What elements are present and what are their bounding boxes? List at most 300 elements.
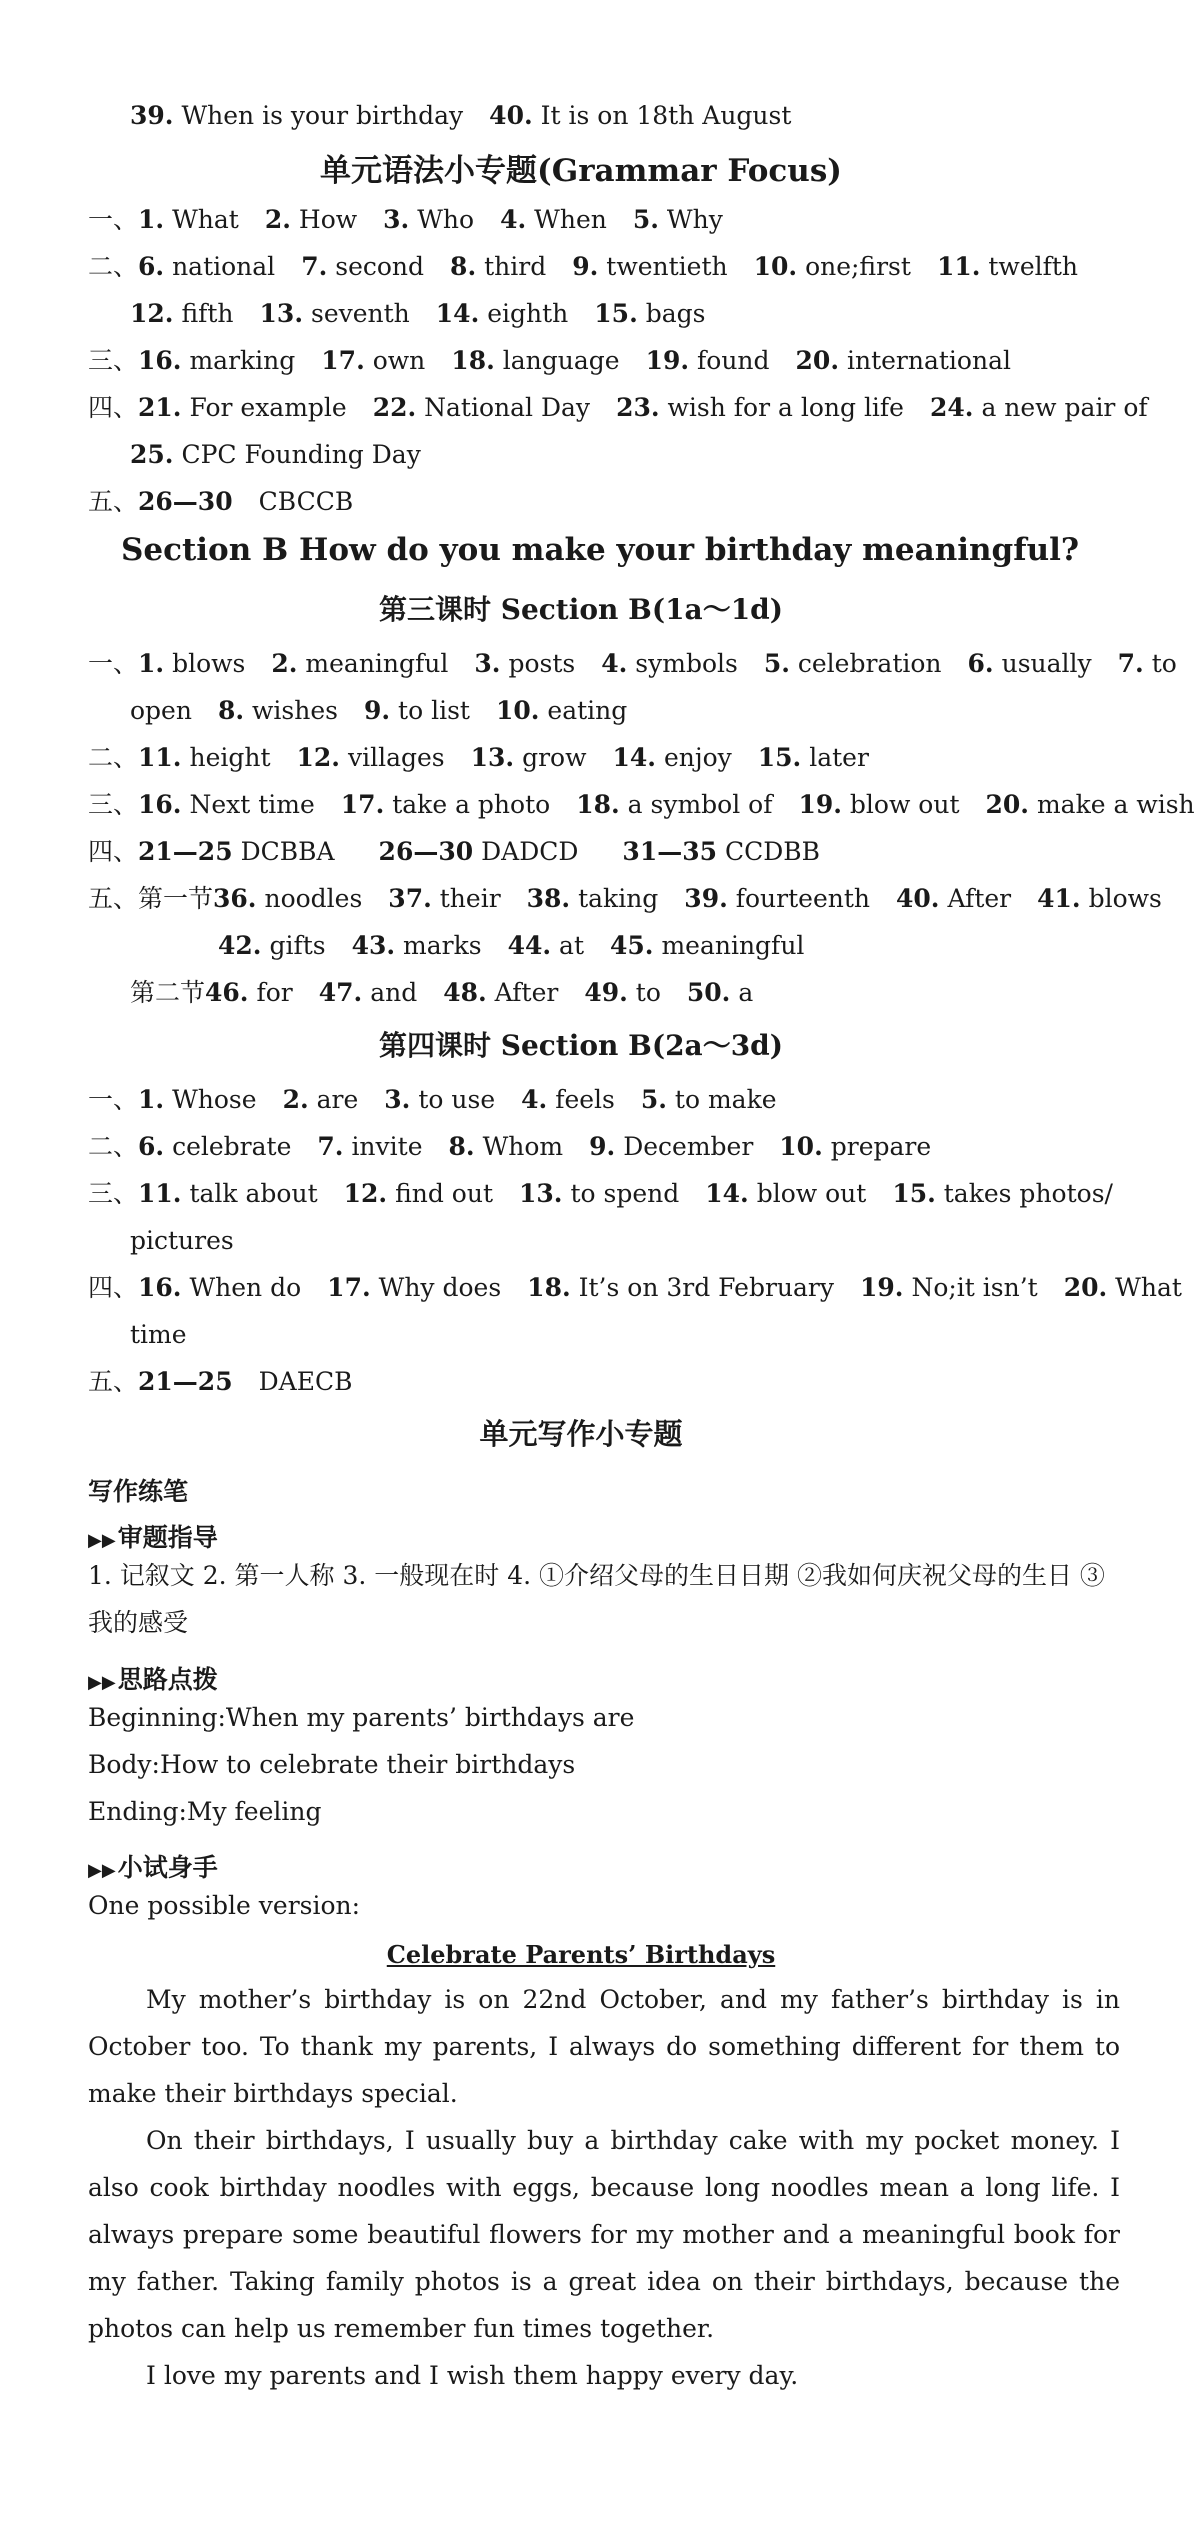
- item-answer: symbols: [635, 649, 738, 678]
- answer-item: [138, 1273, 301, 1302]
- item-number: 10.: [495, 696, 540, 725]
- item-number: 18.: [527, 1273, 571, 1302]
- answer-line: [88, 1076, 1122, 1123]
- item-answer: talk about: [189, 1179, 318, 1208]
- answer-item: [758, 743, 869, 772]
- answer-item: [1118, 649, 1177, 678]
- item-number: 40.: [896, 884, 940, 913]
- item-number: 4.: [601, 649, 628, 678]
- item-answer: twelfth: [988, 252, 1079, 281]
- item-number: 37.: [388, 884, 432, 913]
- item-number: 2.: [271, 649, 298, 678]
- item-answer: eating: [547, 696, 628, 725]
- answer-item: [265, 205, 357, 234]
- item-answer: National Day: [424, 393, 591, 422]
- answer-item: [283, 1085, 359, 1114]
- item-number: 25.: [130, 440, 174, 469]
- item-answer: to: [1151, 649, 1177, 678]
- item-number: 48.: [443, 978, 487, 1007]
- answer-item: [388, 884, 500, 913]
- item-number: 9.: [572, 252, 599, 281]
- item-answer: seventh: [310, 299, 410, 328]
- answer-line: [88, 875, 1162, 922]
- item-number: 23.: [616, 393, 660, 422]
- group-label: 五、第一节: [88, 884, 214, 913]
- item-answer: for: [256, 978, 293, 1007]
- answer-item: [130, 696, 192, 725]
- essay-paragraph-3: I love my parents and I wish them happy every day.: [146, 2361, 799, 2390]
- item-answer: After: [494, 978, 559, 1007]
- item-number: 8.: [217, 696, 245, 725]
- answer-item: [218, 931, 326, 960]
- group-label: 三、: [88, 790, 139, 819]
- answer-item: [779, 1132, 931, 1161]
- item-answer: blows: [172, 649, 246, 678]
- item-number: 11.: [138, 743, 182, 772]
- item-answer: to use: [418, 1085, 496, 1114]
- answer-item: [521, 1085, 615, 1114]
- answer-item: [622, 837, 820, 866]
- writing-practice-heading: 写作练笔: [88, 1477, 189, 1506]
- guide-text: 1. 记叙文 2. 第一人称 3. 一般现在时 4. ①介绍父母的生日日期 ②我如何庆祝父母的生日 ③我的感受: [88, 1561, 1105, 1637]
- item-number: 19.: [645, 346, 690, 375]
- answer-item: [896, 884, 1011, 913]
- item-number: 8.: [450, 252, 477, 281]
- item-number: 24.: [929, 393, 974, 422]
- item-answer: take a photo: [392, 790, 551, 819]
- item-number: 49.: [584, 978, 628, 1007]
- item-answer: Why does: [378, 1273, 502, 1302]
- essay-paragraph-1: My mother’s birthday is on 22nd October, and my father’s birthday is in October too. To thank my parents, I always do something different for them to make their birthdays special.: [88, 1985, 1120, 2108]
- item-answer: twentieth: [606, 252, 728, 281]
- heading-text: 小试身手: [117, 1853, 218, 1882]
- answer-item: [373, 393, 590, 422]
- item-answer: usually: [1001, 649, 1092, 678]
- answer-item: [489, 101, 791, 130]
- item-number: 20.: [1063, 1273, 1108, 1302]
- answer-item: [379, 837, 579, 866]
- answer-line: [88, 1264, 1182, 1311]
- item-number: 7.: [317, 1132, 344, 1161]
- answer-item: [443, 978, 558, 1007]
- item-answer: Why: [666, 205, 723, 234]
- answer-text: DAECB: [258, 1367, 353, 1396]
- lesson3-title: 第三课时 Section B(1a～1d): [378, 593, 784, 626]
- item-number: 8.: [448, 1132, 475, 1161]
- outline-body: Body:How to celebrate their birthdays: [88, 1750, 576, 1779]
- item-answer: DCBBA: [240, 837, 335, 866]
- answer-line: [88, 1170, 1122, 1217]
- item-answer: pictures: [130, 1226, 234, 1255]
- answer-item: [641, 1085, 777, 1114]
- item-number: 6.: [138, 252, 165, 281]
- item-number: 10.: [753, 252, 798, 281]
- item-number: 1.: [138, 1085, 165, 1114]
- item-answer: open: [130, 696, 192, 725]
- answer-item: [138, 743, 271, 772]
- essay-paragraph-2: On their birthdays, I usually buy a birthday cake with my pocket money. I also cook birthday noodles with eggs, because long noodles mean a long life. I always prepare some beautiful flowers for my mother and a meaningful book for my father. Taking family photos is a great idea on their birthdays, because the photos can help us remember fun times together.: [88, 2126, 1120, 2343]
- answer-item: [860, 1273, 1038, 1302]
- answer-item: [1037, 884, 1162, 913]
- outline-ending: Ending:My feeling: [88, 1797, 322, 1826]
- answer-item: [1064, 1273, 1182, 1302]
- item-number: 46.: [205, 978, 249, 1007]
- item-answer: found: [697, 346, 770, 375]
- item-number: 50.: [686, 978, 731, 1007]
- item-answer: fourteenth: [735, 884, 870, 913]
- answer-line: [130, 969, 1122, 1016]
- answer-item: [937, 252, 1078, 281]
- item-answer: at: [559, 931, 584, 960]
- triangle-icon: ▶▶: [88, 1530, 116, 1551]
- item-number: 38.: [526, 884, 571, 913]
- group-label: 四、: [88, 393, 139, 422]
- answer-item: [138, 346, 295, 375]
- item-answer: bags: [645, 299, 706, 328]
- item-number: 6.: [967, 649, 994, 678]
- item-answer: When: [534, 205, 607, 234]
- answer-item: [451, 346, 619, 375]
- item-answer: international: [846, 346, 1011, 375]
- essay-title: Celebrate Parents’ Birthdays: [386, 1940, 776, 1969]
- item-number: 4.: [521, 1085, 548, 1114]
- item-number: 14.: [612, 743, 656, 772]
- item-answer: gifts: [269, 931, 326, 960]
- item-number: 7.: [1117, 649, 1144, 678]
- answer-text: CBCCB: [258, 487, 354, 516]
- answer-line: [130, 290, 1122, 337]
- answer-item: [589, 1132, 753, 1161]
- answer-item: [474, 649, 575, 678]
- answer-item: [764, 649, 942, 678]
- answer-line: [218, 922, 1122, 969]
- item-answer: their: [439, 884, 501, 913]
- answer-item: [527, 884, 659, 913]
- answer-item: [130, 101, 463, 130]
- answer-line: [88, 337, 1122, 384]
- answer-item: [646, 346, 770, 375]
- group-label: 四、: [88, 1273, 139, 1302]
- item-answer: For example: [189, 393, 347, 422]
- answer-item: [508, 931, 584, 960]
- answer-item: [383, 205, 474, 234]
- item-answer: to spend: [570, 1179, 680, 1208]
- answer-item: [986, 790, 1195, 819]
- item-answer: How: [298, 205, 358, 234]
- item-number: 14.: [435, 299, 480, 328]
- item-number: 4.: [500, 205, 527, 234]
- triangle-icon: ▶▶: [88, 1672, 116, 1693]
- item-number: 2.: [282, 1085, 309, 1114]
- answer-item: [384, 1085, 495, 1114]
- item-number: 3.: [474, 649, 501, 678]
- item-answer: Who: [417, 205, 475, 234]
- answer-item: [218, 696, 338, 725]
- item-number: 13.: [259, 299, 304, 328]
- answer-item: [798, 790, 959, 819]
- heading-text: 审题指导: [117, 1523, 218, 1552]
- item-number: 42.: [218, 931, 262, 960]
- group-label: 五、: [88, 487, 139, 516]
- item-number: 17.: [327, 1273, 371, 1302]
- item-number: 18.: [576, 790, 620, 819]
- item-number: 15.: [594, 299, 638, 328]
- answer-line: [88, 828, 1122, 875]
- answer-line: [130, 687, 1122, 734]
- item-answer: find out: [395, 1179, 494, 1208]
- item-answer: time: [130, 1320, 187, 1349]
- answer-item: [130, 440, 421, 469]
- outline-beginning: Beginning:When my parents’ birthdays are: [88, 1703, 635, 1732]
- answer-range: 26—30: [138, 487, 233, 516]
- answer-item: [496, 696, 627, 725]
- item-number: 39.: [684, 884, 728, 913]
- answer-item: [471, 743, 587, 772]
- item-number: 5.: [632, 205, 659, 234]
- item-number: 40.: [489, 101, 533, 130]
- item-number: 9.: [363, 696, 391, 725]
- answer-item: [130, 1320, 187, 1349]
- item-answer: celebrate: [172, 1132, 292, 1161]
- item-number: 5.: [640, 1085, 667, 1114]
- answer-item: [213, 884, 362, 913]
- item-answer: Whom: [482, 1132, 564, 1161]
- answer-line: [88, 1358, 1122, 1405]
- item-number: 15.: [757, 743, 802, 772]
- group-label: 二、: [88, 743, 139, 772]
- item-number: 39.: [130, 101, 174, 130]
- item-answer: language: [502, 346, 620, 375]
- item-number: 21—25: [138, 837, 233, 866]
- group-label: 二、: [88, 1132, 139, 1161]
- item-number: 17.: [340, 790, 385, 819]
- item-number: 11.: [936, 252, 981, 281]
- item-answer: wishes: [252, 696, 338, 725]
- item-answer: It’s on 3rd February: [578, 1273, 834, 1302]
- item-number: 20.: [795, 346, 840, 375]
- group-label: 四、: [88, 837, 139, 866]
- answer-item: [138, 649, 245, 678]
- item-answer: to: [635, 978, 661, 1007]
- item-answer: December: [623, 1132, 754, 1161]
- group-label: 一、: [88, 649, 139, 678]
- answer-item: [584, 978, 661, 1007]
- item-answer: own: [372, 346, 426, 375]
- answer-line: [88, 243, 1122, 290]
- item-answer: What: [1115, 1273, 1182, 1302]
- item-answer: to make: [674, 1085, 777, 1114]
- answer-line: [88, 781, 1195, 828]
- group-label: 二、: [88, 252, 139, 281]
- item-answer: When is your birthday: [181, 101, 464, 130]
- item-number: 31—35: [622, 837, 718, 866]
- item-answer: celebration: [797, 649, 942, 678]
- item-number: 47.: [318, 978, 363, 1007]
- item-number: 18.: [451, 346, 495, 375]
- item-number: 15.: [892, 1179, 936, 1208]
- item-number: 20.: [985, 790, 1030, 819]
- item-answer: blow out: [756, 1179, 867, 1208]
- answer-item: [130, 299, 234, 328]
- answer-line: [88, 1123, 1122, 1170]
- answer-item: [317, 1132, 422, 1161]
- answer-item: [601, 649, 738, 678]
- item-number: 26—30: [378, 837, 474, 866]
- section-b-title: Section B How do you make your birthday meaningful?: [120, 532, 1080, 568]
- answer-line: [88, 734, 1122, 781]
- item-number: 7.: [301, 252, 328, 281]
- item-answer: height: [189, 743, 271, 772]
- heading-text: 思路点拨: [117, 1665, 218, 1694]
- answer-item: [319, 978, 417, 1007]
- item-answer: grow: [522, 743, 587, 772]
- lesson4-title: 第四课时 Section B(2a～3d): [378, 1029, 784, 1062]
- item-answer: Whose: [172, 1085, 257, 1114]
- item-answer: national: [172, 252, 276, 281]
- item-answer: eighth: [487, 299, 569, 328]
- item-answer: are: [316, 1085, 359, 1114]
- answer-line: [130, 431, 1122, 478]
- item-answer: marking: [189, 346, 296, 375]
- answer-item: [352, 931, 482, 960]
- item-number: 45.: [610, 931, 654, 960]
- answer-item: [892, 1179, 1113, 1208]
- group-label: 一、: [88, 205, 139, 234]
- answer-line: [88, 478, 1122, 525]
- item-answer: marks: [403, 931, 482, 960]
- answer-line: [88, 196, 1122, 243]
- answer-item: [705, 1179, 866, 1208]
- answer-item: [301, 252, 424, 281]
- item-answer: prepare: [830, 1132, 932, 1161]
- item-answer: meaningful: [305, 649, 449, 678]
- answer-item: [633, 205, 723, 234]
- group-label: 五、: [88, 1367, 139, 1396]
- item-answer: a: [738, 978, 754, 1007]
- answer-line: [130, 1311, 1122, 1358]
- item-number: 16.: [138, 346, 182, 375]
- item-number: 10.: [779, 1132, 823, 1161]
- item-number: 19.: [859, 1273, 904, 1302]
- grammar-focus-title: 单元语法小专题(Grammar Focus): [320, 153, 842, 189]
- answer-item: [754, 252, 911, 281]
- answer-item: [341, 790, 550, 819]
- item-answer: a new pair of: [981, 393, 1148, 422]
- item-answer: blows: [1088, 884, 1162, 913]
- item-answer: CCDBB: [724, 837, 821, 866]
- item-number: 6.: [138, 1132, 165, 1161]
- guide-heading: [88, 1518, 218, 1554]
- item-number: 12.: [343, 1179, 388, 1208]
- answer-item: [130, 1226, 234, 1255]
- answer-item: [616, 393, 904, 422]
- item-answer: No;it isn’t: [911, 1273, 1038, 1302]
- answer-item: [968, 649, 1092, 678]
- item-number: 14.: [705, 1179, 749, 1208]
- item-answer: When do: [189, 1273, 302, 1302]
- item-answer: DADCD: [481, 837, 579, 866]
- item-number: 21.: [138, 393, 182, 422]
- answer-item: [271, 649, 448, 678]
- answer-item: [610, 931, 804, 960]
- item-number: 12.: [130, 299, 174, 328]
- group-label: 三、: [88, 346, 139, 375]
- group-label: 三、: [88, 1179, 139, 1208]
- answer-item: [687, 978, 753, 1007]
- answer-item: [138, 1132, 291, 1161]
- answer-item: [572, 252, 727, 281]
- answer-item: [594, 299, 705, 328]
- answer-item: [930, 393, 1148, 422]
- item-number: 9.: [589, 1132, 616, 1161]
- item-answer: and: [370, 978, 418, 1007]
- answer-item: [364, 696, 470, 725]
- item-number: 12.: [296, 743, 341, 772]
- writing-title: 单元写作小专题: [479, 1417, 683, 1451]
- answer-item: [138, 790, 315, 819]
- item-answer: wish for a long life: [667, 393, 904, 422]
- item-number: 16.: [138, 1273, 182, 1302]
- ideas-heading: [88, 1660, 218, 1696]
- answer-item: [796, 346, 1011, 375]
- item-answer: fifth: [181, 299, 234, 328]
- item-answer: taking: [578, 884, 659, 913]
- answer-item: [527, 1273, 834, 1302]
- item-number: 13.: [519, 1179, 563, 1208]
- try-heading: [88, 1848, 218, 1884]
- item-answer: invite: [351, 1132, 423, 1161]
- item-number: 1.: [138, 205, 165, 234]
- answer-item: [500, 205, 607, 234]
- item-number: 22.: [372, 393, 417, 422]
- item-number: 5.: [763, 649, 790, 678]
- answer-item: [344, 1179, 493, 1208]
- item-answer: Next time: [189, 790, 315, 819]
- answer-line: [88, 384, 1148, 431]
- item-number: 13.: [470, 743, 515, 772]
- answer-item: [321, 346, 425, 375]
- answer-item: [519, 1179, 679, 1208]
- item-answer: feels: [555, 1085, 615, 1114]
- answer-item: [260, 299, 410, 328]
- item-answer: one;first: [805, 252, 911, 281]
- item-answer: After: [947, 884, 1012, 913]
- answer-item: [138, 252, 275, 281]
- item-answer: posts: [508, 649, 576, 678]
- item-answer: enjoy: [663, 743, 732, 772]
- answer-item: [138, 205, 239, 234]
- answer-item: [612, 743, 731, 772]
- possible-version: One possible version:: [88, 1891, 361, 1920]
- item-number: 2.: [264, 205, 291, 234]
- item-answer: meaningful: [661, 931, 805, 960]
- item-answer: noodles: [264, 884, 363, 913]
- item-answer: It is on 18th August: [540, 101, 792, 130]
- item-number: 19.: [798, 790, 842, 819]
- answer-line: [130, 92, 1122, 139]
- item-answer: third: [484, 252, 547, 281]
- answer-item: [138, 1085, 257, 1114]
- answer-item: [138, 837, 335, 866]
- group-label: 一、: [88, 1085, 139, 1114]
- item-answer: second: [335, 252, 425, 281]
- item-number: 41.: [1037, 884, 1081, 913]
- answer-item: [576, 790, 772, 819]
- item-number: 1.: [138, 649, 165, 678]
- item-answer: a symbol of: [627, 790, 773, 819]
- group-label: 第二节: [130, 978, 206, 1007]
- answer-item: [138, 393, 347, 422]
